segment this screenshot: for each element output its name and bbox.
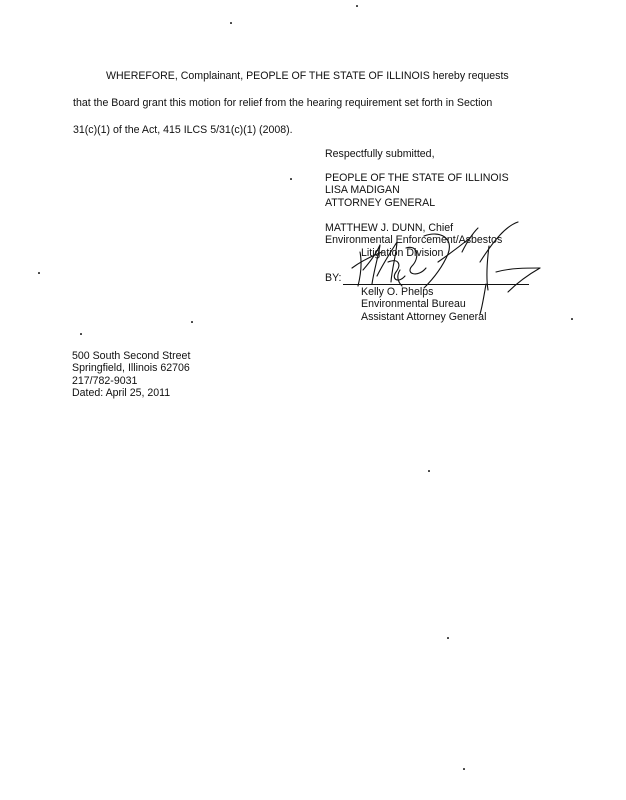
address-city: Springfield, Illinois 62706 — [72, 362, 190, 374]
scan-speck — [571, 318, 573, 320]
scan-speck — [38, 272, 40, 274]
signature-line — [343, 284, 529, 285]
scan-speck — [428, 470, 430, 472]
signer-name: Kelly O. Phelps — [361, 286, 434, 298]
chief-division-line2: Litigation Division — [361, 247, 444, 259]
attorney-general-name: LISA MADIGAN — [325, 184, 400, 196]
body-paragraph-line-1: WHEREFORE, Complainant, PEOPLE OF THE STATE OF ILLINOIS hereby requests — [106, 70, 509, 82]
address-street: 500 South Second Street — [72, 350, 191, 362]
scan-speck — [447, 637, 449, 639]
chief-division-line1: Environmental Enforcement/Asbestos — [325, 234, 503, 246]
scan-speck — [290, 178, 292, 180]
body-paragraph-line-2: that the Board grant this motion for relief from the hearing requirement set forth in Section — [73, 97, 493, 109]
attorney-general-title: ATTORNEY GENERAL — [325, 197, 436, 209]
scan-speck — [230, 22, 232, 24]
scan-speck — [463, 768, 465, 770]
respectfully-submitted: Respectfully submitted, — [325, 148, 435, 160]
signer-title: Assistant Attorney General — [361, 311, 487, 323]
chief-name: MATTHEW J. DUNN, Chief — [325, 222, 454, 234]
signer-bureau: Environmental Bureau — [361, 298, 466, 310]
by-label: BY: — [325, 272, 342, 284]
scan-speck — [356, 5, 358, 7]
party-name: PEOPLE OF THE STATE OF ILLINOIS — [325, 172, 509, 184]
body-paragraph-line-3: 31(c)(1) of the Act, 415 ILCS 5/31(c)(1) (2008). — [73, 124, 293, 136]
address-phone: 217/782-9031 — [72, 375, 138, 387]
date-line: Dated: April 25, 2011 — [72, 387, 171, 399]
scan-speck — [191, 321, 193, 323]
scan-speck — [80, 333, 82, 335]
